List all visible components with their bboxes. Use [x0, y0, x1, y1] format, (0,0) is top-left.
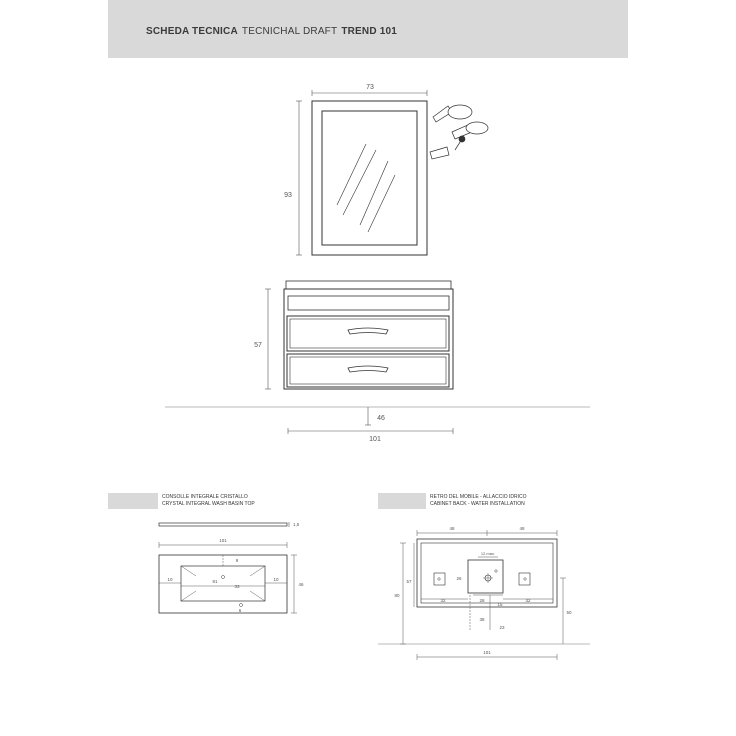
cabinet-height-label: 57	[254, 342, 262, 349]
mirror-height-dimension	[296, 101, 302, 255]
back-dim-32-left-label: 32	[440, 598, 446, 603]
total-width-label: 101	[369, 436, 381, 443]
cabinet	[284, 281, 453, 389]
back-height-80-label: 80	[394, 593, 400, 598]
model-name: TREND 101	[341, 26, 398, 37]
console-front-label: 9	[235, 558, 239, 563]
title-draft: TECNICHAL DRAFT	[241, 26, 338, 37]
console-label-box	[108, 493, 158, 509]
back-dim-32-right-label: 32	[525, 598, 531, 603]
back-dim-15-label: 15	[497, 602, 503, 607]
console-label-line1: CONSOLLE INTEGRALE CRISTALLO	[162, 494, 248, 500]
depth-dimension	[365, 407, 371, 425]
console-top-view	[159, 555, 287, 613]
back-label-line1: RETRO DEL MOBILE - ALLACCIO IDRICO	[430, 494, 527, 500]
console-section-label	[162, 494, 255, 508]
console-back-label: 6	[238, 608, 242, 613]
back-dim-23-label: 23	[499, 625, 505, 630]
back-right-top-label: 48	[519, 526, 525, 531]
title-scheda: SCHEDA TECNICA	[146, 26, 238, 37]
back-height-57-label: 57	[406, 579, 412, 584]
back-left-top-label: 48	[449, 526, 455, 531]
cabinet-height-dimension	[265, 289, 271, 389]
back-max-note: 12 max.	[480, 551, 496, 556]
total-width-dimension	[288, 428, 453, 434]
console-label-line2: CRYSTAL INTEGRAL WASH BASIN TOP	[162, 501, 255, 507]
back-dim-38-label: 38	[479, 617, 485, 622]
console-left-margin-label: 10	[167, 577, 173, 582]
back-label-line2: CABINET BACK - WATER INSTALLATION	[430, 501, 525, 507]
mirror-height-label: 93	[284, 192, 292, 199]
console-basin-width-label: 81	[212, 579, 218, 584]
back-section-label	[430, 494, 527, 508]
console-width-label: 101	[219, 538, 227, 543]
back-total-width-label: 101	[483, 650, 491, 655]
console-thickness-label: 1,5	[293, 522, 300, 527]
mirror	[312, 101, 427, 255]
back-dim-50-label: 50	[566, 610, 572, 615]
back-dim-28-label: 28	[479, 598, 485, 603]
lamp-icon	[430, 105, 488, 159]
drawer-handles	[348, 328, 388, 372]
depth-label: 46	[377, 415, 385, 422]
back-label-box	[378, 493, 426, 509]
console-depth-label: 46	[298, 582, 304, 587]
back-inner-26-label: 26	[456, 576, 462, 581]
console-side-profile	[159, 522, 289, 527]
console-right-margin-label: 10	[273, 577, 279, 582]
cabinet-back-dimensions	[400, 530, 566, 660]
mirror-width-label: 73	[366, 84, 374, 91]
cabinet-back-view	[417, 539, 557, 607]
console-basin-depth-label: 33	[234, 584, 240, 589]
